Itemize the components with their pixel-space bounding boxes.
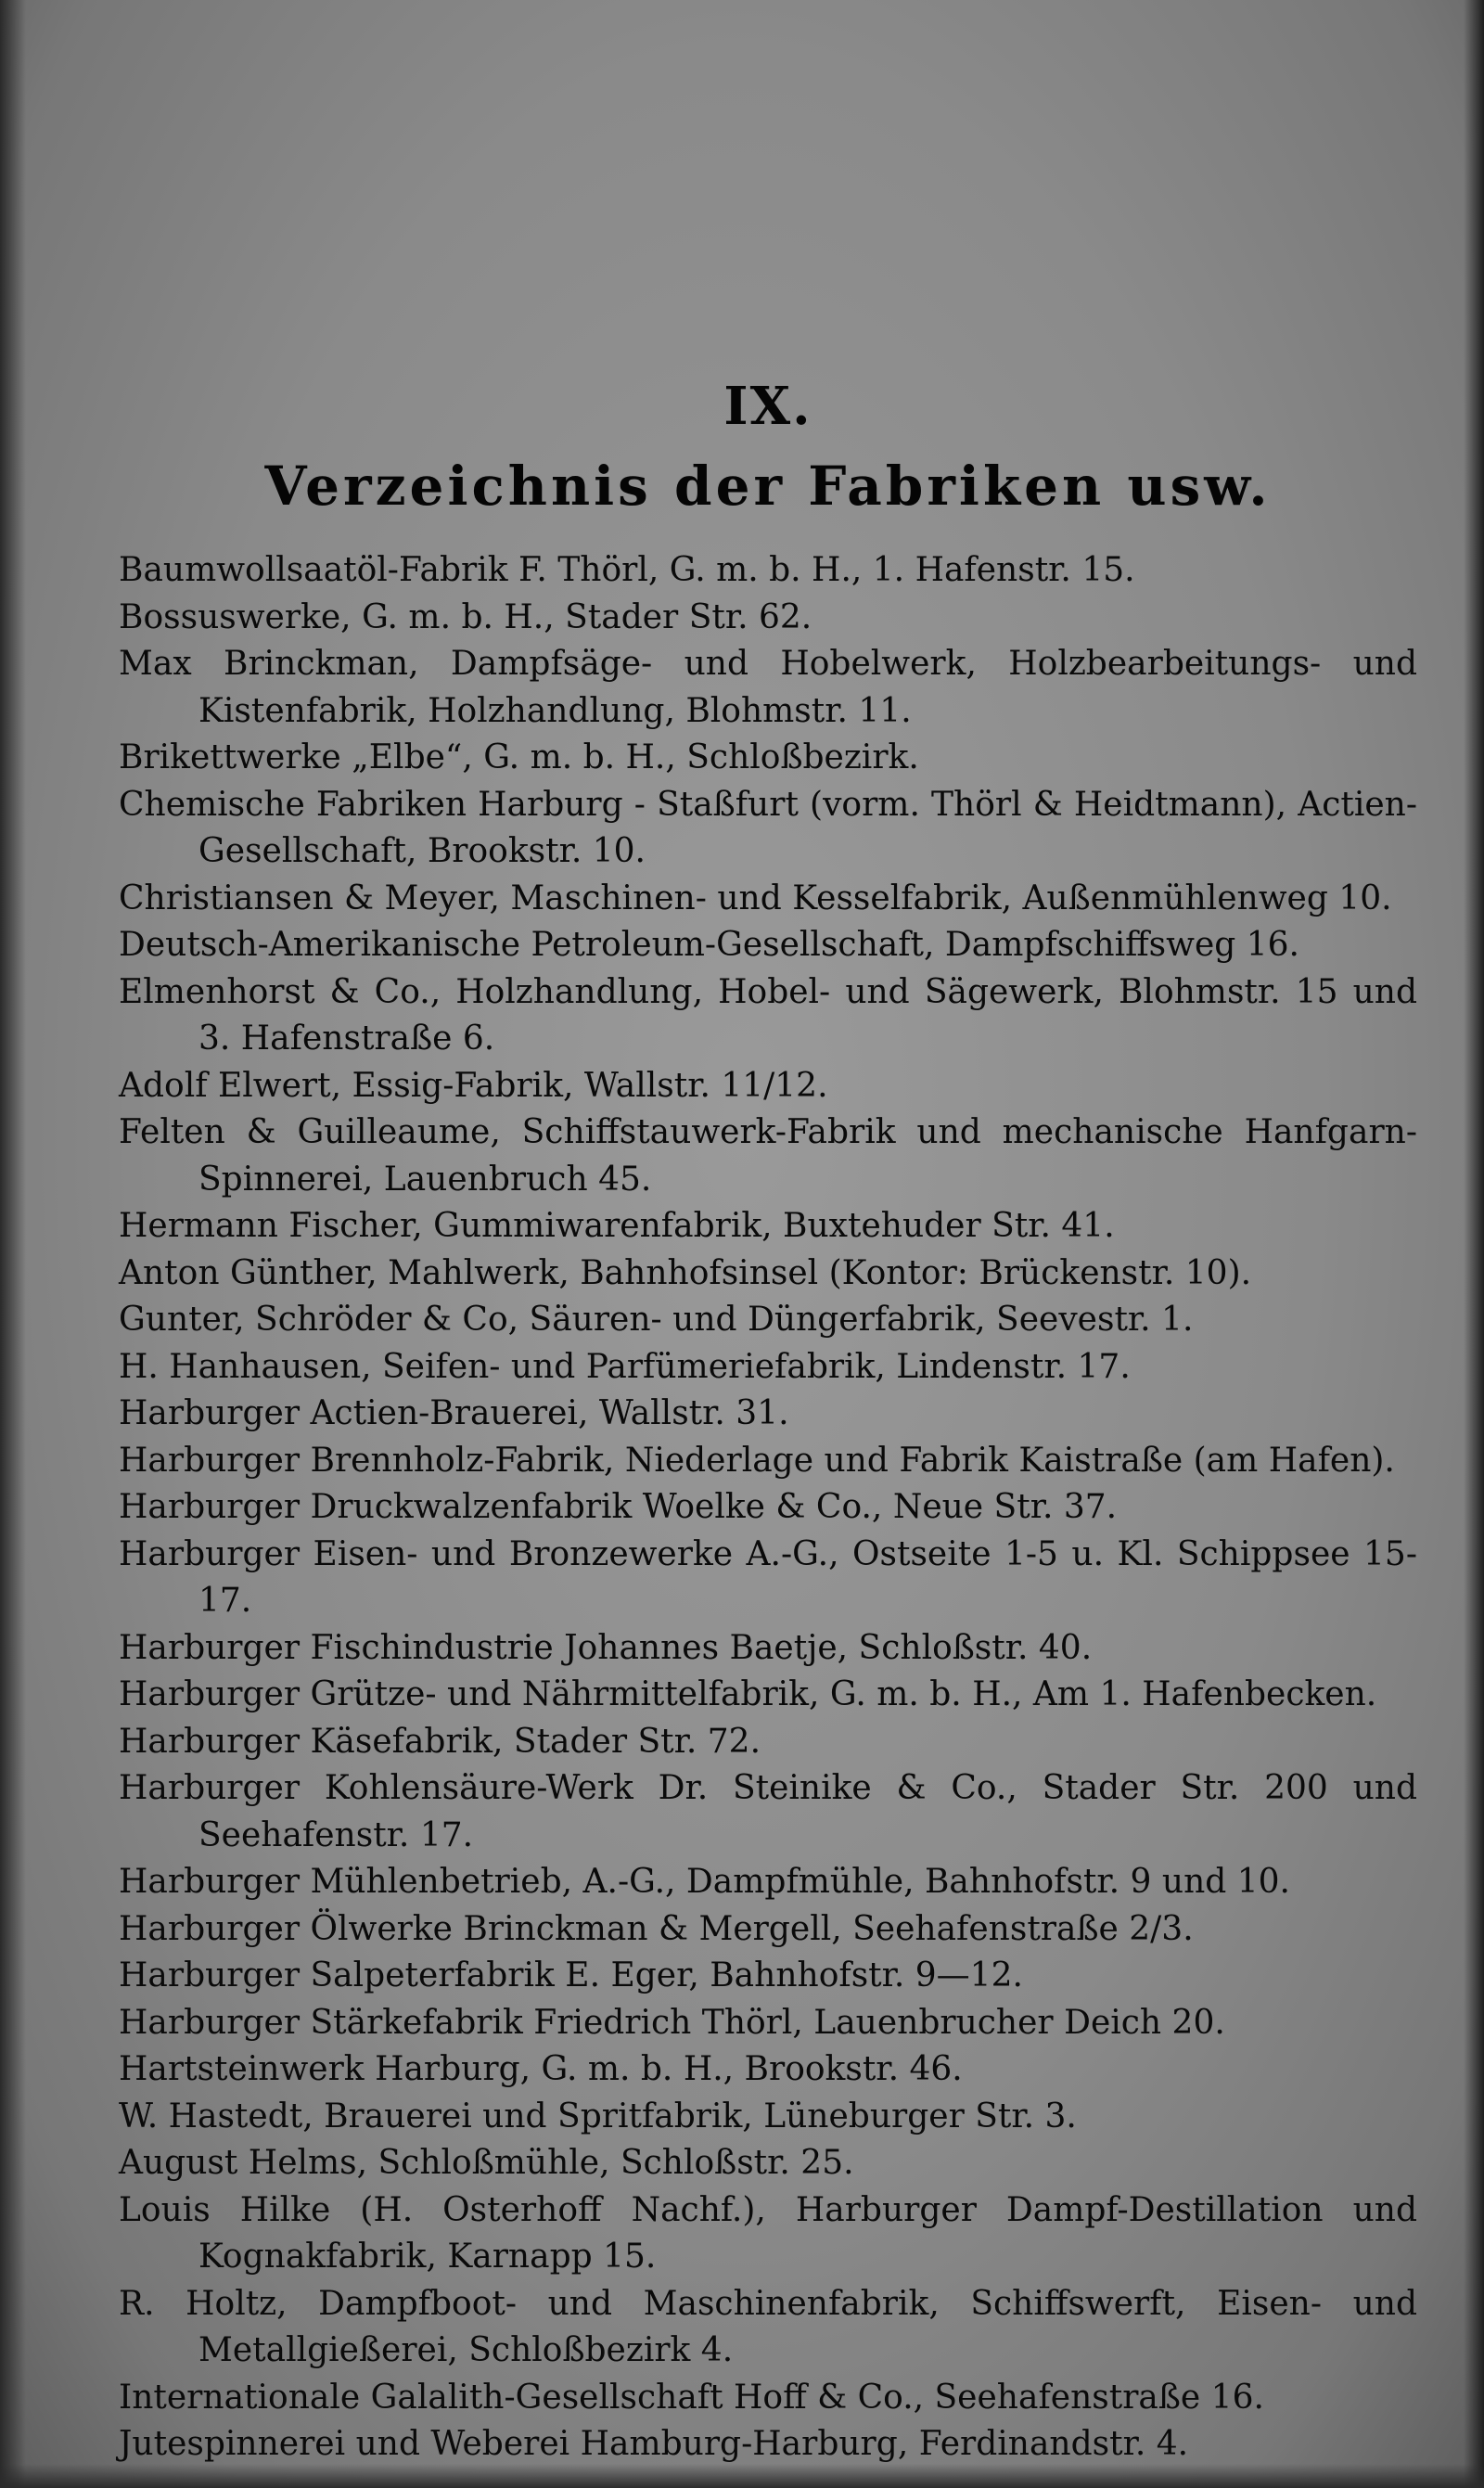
list-item: Christiansen & Meyer, Maschinen- und Kesselfabrik, Außenmühlenweg 10. xyxy=(119,878,1392,917)
page-edge-shadow-right xyxy=(1464,0,1484,2488)
list-item: Harburger Ölwerke Brinckman & Mergell, Seehafenstraße 2/3. xyxy=(119,1909,1194,1948)
list-item: Baumwollsaatöl-Fabrik F. Thörl, G. m. b. H., 1. Hafenstr. 15. xyxy=(119,551,1135,589)
list-item: Deutsch-Amerikanische Petroleum-Gesellschaft, Dampfschiffsweg 16. xyxy=(119,926,1299,964)
list-item: Jutespinnerei und Weberei Hamburg-Harburg, Ferdinandstr. 4. xyxy=(119,2425,1189,2463)
page-edge-shadow-left xyxy=(0,0,26,2488)
list-item: Harburger Actien-Brauerei, Wallstr. 31. xyxy=(119,1394,789,1432)
list-item: Internationale Galalith-Gesellschaft Hoff & Co., Seehafenstraße 16. xyxy=(119,2378,1264,2417)
chapter-number: IX. xyxy=(723,376,812,437)
list-item: August Helms, Schloßmühle, Schloßstr. 25. xyxy=(119,2144,854,2182)
list-item: Brikettwerke „Elbe“, G. m. b. H., Schloßbezirk. xyxy=(119,738,919,776)
list-item: W. Hastedt, Brauerei und Spritfabrik, Lüneburger Str. 3. xyxy=(119,2097,1077,2135)
list-item: Bossuswerke, G. m. b. H., Stader Str. 62. xyxy=(119,597,812,636)
list-item: Harburger Stärkefabrik Friedrich Thörl, Lauenbrucher Deich 20. xyxy=(119,2003,1225,2042)
list-item: R. Holtz, Dampfboot- und Maschinenfabrik, Schiffswerft, Eisen- und Metallgießerei, Schloßbezirk 4. xyxy=(119,2284,1417,2369)
list-item: Louis Hilke (H. Osterhoff Nachf.), Harburger Dampf-Destillation und Kognakfabrik, Karnapp 15. xyxy=(119,2190,1417,2276)
list-item: Harburger Mühlenbetrieb, A.-G., Dampfmühle, Bahnhofstr. 9 und 10. xyxy=(119,1863,1290,1901)
list-item: Hartsteinwerk Harburg, G. m. b. H., Brookstr. 46. xyxy=(119,2050,963,2088)
list-item: Harburger Grütze- und Nährmittelfabrik, G. m. b. H., Am 1. Hafenbecken. xyxy=(119,1675,1377,1713)
list-item: Gunter, Schröder & Co, Säuren- und Düngerfabrik, Seevestr. 1. xyxy=(119,1301,1194,1339)
list-item: Harburger Fischindustrie Johannes Baetje, Schloßstr. 40. xyxy=(119,1628,1093,1667)
list-item: Hermann Fischer, Gummiwarenfabrik, Buxtehuder Str. 41. xyxy=(119,1207,1115,1245)
list-item: Anton Günther, Mahlwerk, Bahnhofsinsel (Kontor: Brückenstr. 10). xyxy=(119,1253,1252,1292)
factory-list xyxy=(119,547,1417,2469)
list-item: H. Hanhausen, Seifen- und Parfümeriefabrik, Lindenstr. 17. xyxy=(119,1347,1131,1386)
list-item: Max Brinckman, Dampfsäge- und Hobelwerk, Holzbearbeitungs- und Kistenfabrik, Holzhandlung, Blohmstr. 11. xyxy=(119,645,1417,730)
list-item: Adolf Elwert, Essig-Fabrik, Wallstr. 11/12. xyxy=(119,1066,828,1105)
list-item: Harburger Kohlensäure-Werk Dr. Steinike & Co., Stader Str. 200 und Seehafenstr. 17. xyxy=(119,1769,1417,1854)
list-item: Harburger Druckwalzenfabrik Woelke & Co., Neue Str. 37. xyxy=(119,1488,1118,1526)
list-item: Harburger Brennholz-Fabrik, Niederlage und Fabrik Kaistraße (am Hafen). xyxy=(119,1441,1395,1480)
list-item: Harburger Salpeterfabrik E. Eger, Bahnhofstr. 9—12. xyxy=(119,1956,1023,1994)
list-item: Chemische Fabriken Harburg - Staßfurt (vorm. Thörl & Heidtmann), Actien-Gesellschaft, Brookstr. 10. xyxy=(119,785,1417,870)
page-title: Verzeichnis der Fabriken usw. xyxy=(264,455,1272,518)
list-item: Harburger Käsefabrik, Stader Str. 72. xyxy=(119,1722,761,1761)
list-item: Harburger Eisen- und Bronzewerke A.-G., Ostseite 1-5 u. Kl. Schippsee 15-17. xyxy=(119,1534,1417,1620)
list-item: Felten & Guilleaume, Schiffstauwerk-Fabrik und mechanische Hanfgarn-Spinnerei, Lauenbruch 45. xyxy=(119,1113,1417,1199)
list-item: Elmenhorst & Co., Holzhandlung, Hobel- und Sägewerk, Blohmstr. 15 und 3. Hafenstraße 6. xyxy=(119,972,1417,1058)
